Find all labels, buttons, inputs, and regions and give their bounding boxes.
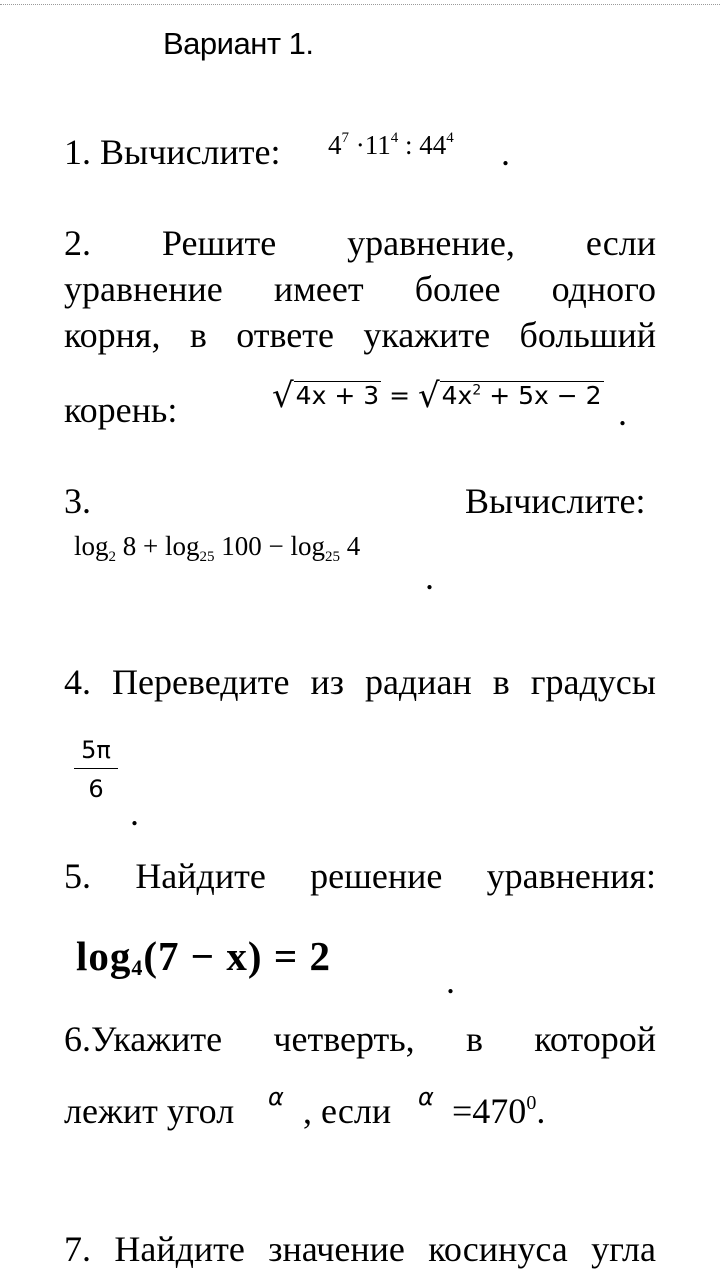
q1-expression — [328, 131, 454, 159]
q1-divide: : — [405, 130, 413, 160]
q3-arg-1: 8 — [122, 531, 137, 561]
q3-end-dot: . — [425, 557, 434, 597]
q3-log-1: log — [74, 531, 109, 561]
sqrt-sign-left: √ — [272, 376, 294, 416]
q2-lhs: 4x + 3 — [295, 381, 380, 410]
q7-word: значение — [268, 1229, 405, 1269]
q3-expression — [74, 533, 360, 565]
q6-word: которой — [534, 1019, 656, 1059]
q6-degree: 0 — [526, 1092, 537, 1114]
q6-word: четверть, — [273, 1019, 415, 1059]
q2-rhs-a: 4x — [441, 381, 473, 410]
q2-line-4: корень: — [64, 390, 178, 430]
q2-word: более — [414, 269, 501, 309]
q2-line-1 — [64, 225, 656, 261]
q7-word: угла — [591, 1229, 656, 1269]
q6-alpha-2: α — [418, 1083, 434, 1111]
q3-minus: − — [268, 531, 284, 561]
sqrt-sign-right: √ — [417, 376, 440, 416]
q6-line-2-b: , если — [303, 1091, 392, 1131]
q2-word: уравнение — [64, 269, 223, 309]
q6-line-2-c — [452, 1093, 545, 1129]
q5-word: 5. — [64, 856, 91, 896]
q4-denominator: 6 — [88, 775, 104, 803]
q2-word: одного — [551, 269, 656, 309]
q2-word: укажите — [363, 315, 491, 355]
q1-exp-1: 7 — [341, 130, 349, 146]
q3-arg-2: 100 — [221, 531, 262, 561]
q4-fraction — [74, 736, 118, 803]
q2-word: имеет — [273, 269, 364, 309]
q1-exp-3: 4 — [446, 130, 454, 146]
q4-end-dot: . — [130, 793, 139, 833]
q3-plus: + — [143, 531, 159, 561]
q2-equals: = — [389, 381, 411, 410]
q4-numerator: 5π — [74, 736, 118, 769]
q6-word: 6.Укажите — [64, 1019, 223, 1059]
q2-word: ответе — [236, 315, 334, 355]
q3-base-2: 25 — [199, 549, 215, 565]
q1-end-dot: . — [501, 133, 510, 173]
q6-end-dot: . — [536, 1091, 546, 1131]
q2-word: в — [189, 315, 207, 355]
q7-word: 7. — [64, 1229, 91, 1269]
q1-base-2: 11 — [364, 130, 391, 160]
variant-title-dot: . — [305, 26, 314, 61]
q4-word: радиан — [364, 662, 472, 702]
q5-base: 4 — [131, 955, 144, 980]
q2-end-dot: . — [618, 393, 627, 433]
q5-log: log — [76, 933, 132, 979]
q5-word: уравнения: — [486, 856, 656, 896]
q4-line — [64, 664, 656, 700]
q1-base-1: 4 — [328, 130, 342, 160]
q1-exp-2: 4 — [390, 130, 399, 146]
q6-line-2-a: лежит угол — [64, 1091, 235, 1131]
q4-word: 4. — [64, 662, 91, 702]
q5-line — [64, 858, 656, 894]
q6-word: в — [465, 1019, 483, 1059]
q1-label: 1. Вычислите: — [64, 132, 281, 172]
q2-equation — [272, 376, 604, 416]
variant-title-text: Вариант 1 — [163, 26, 306, 61]
q1-base-3: 44 — [419, 130, 447, 160]
q3-log-3: log — [290, 531, 326, 561]
q5-end-dot: . — [446, 961, 455, 1001]
q3-base-3: 25 — [325, 549, 341, 565]
q5-equation — [76, 932, 331, 981]
q2-word: если — [585, 223, 656, 263]
q2-rhs-exp: 2 — [472, 382, 482, 399]
q2-word: больший — [519, 315, 656, 355]
q2-word: 2. — [64, 223, 91, 263]
q4-word: в — [492, 662, 510, 702]
q1-multiply-dot: · — [355, 130, 365, 160]
q5-word: Найдите — [135, 856, 266, 896]
q6-line-1 — [64, 1021, 656, 1057]
q2-line-2 — [64, 271, 656, 307]
q7-line — [64, 1231, 656, 1267]
q3-label: Вычислите: — [465, 481, 646, 521]
q3-number: 3. — [64, 481, 91, 521]
q3-log-2: log — [165, 531, 200, 561]
q2-rhs-b: + 5x − 2 — [481, 381, 602, 410]
q2-word: корня, — [64, 315, 161, 355]
q3-arg-3: 4 — [346, 531, 361, 561]
variant-title — [163, 26, 314, 62]
q6-alpha-1: α — [268, 1083, 284, 1111]
q4-word: градусы — [530, 662, 656, 702]
q4-word: из — [310, 662, 344, 702]
q7-word: Найдите — [114, 1229, 245, 1269]
q6-value: =470 — [452, 1091, 527, 1131]
q2-rhs — [440, 381, 604, 409]
q5-expression: (7 − x) = 2 — [143, 933, 331, 979]
q7-word: косинуса — [428, 1229, 568, 1269]
q4-word: Переведите — [111, 662, 290, 702]
q2-line-3 — [64, 317, 656, 353]
q5-word: решение — [310, 856, 443, 896]
q2-word: Решите — [161, 223, 277, 263]
page-top-border — [0, 4, 720, 5]
q3-base-1: 2 — [108, 549, 117, 565]
q2-word: уравнение, — [347, 223, 515, 263]
